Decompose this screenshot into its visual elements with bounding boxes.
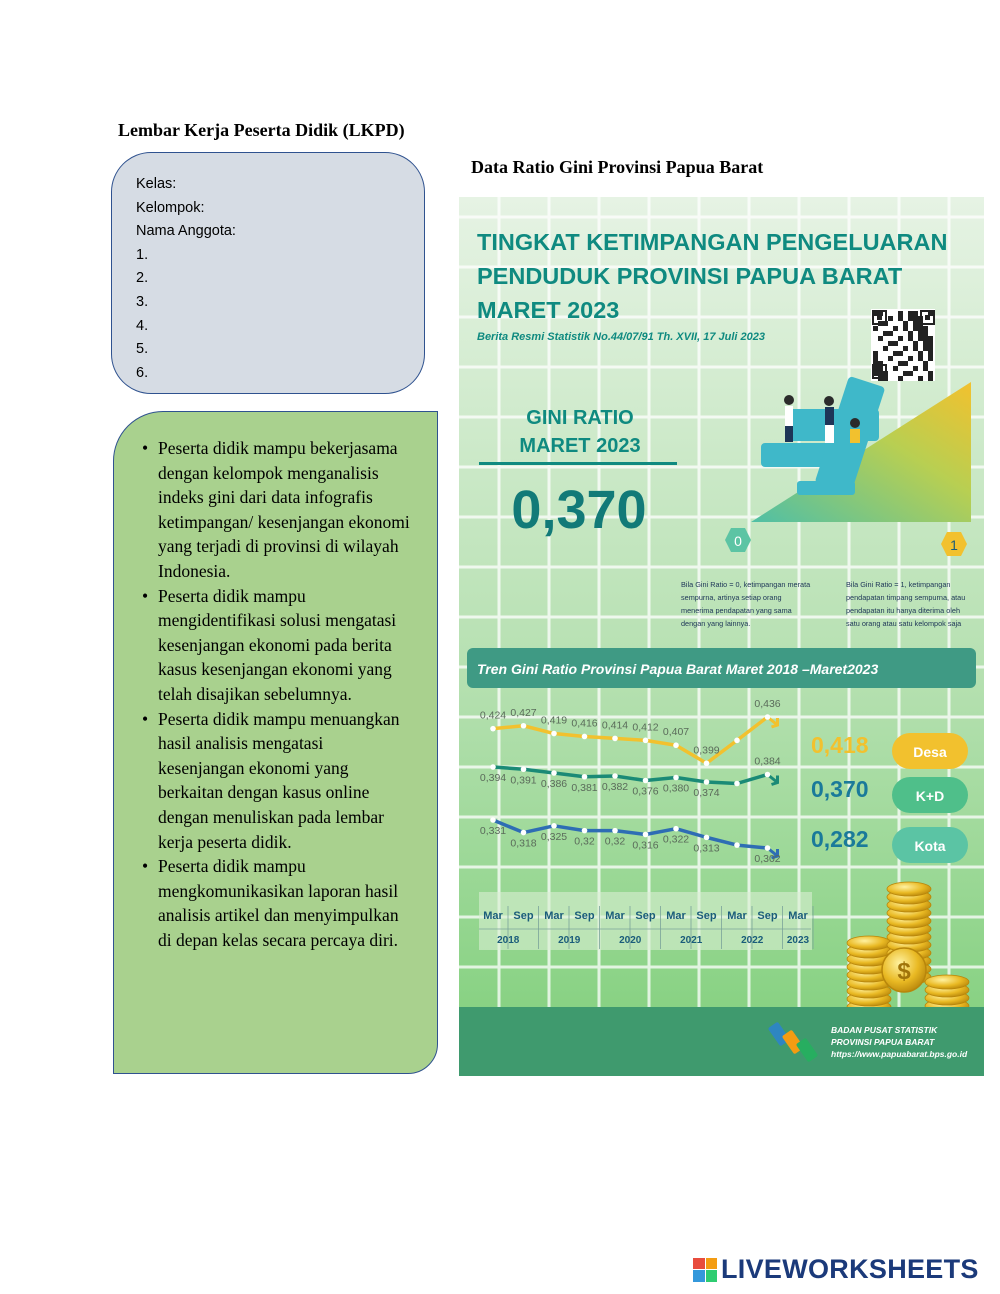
worksheet-title: Lembar Kerja Peserta Didik (LKPD) [118, 120, 405, 140]
footer-line-3: https://www.papuabarat.bps.go.id [831, 1049, 968, 1059]
liveworksheets-brand[interactable] [693, 1254, 979, 1285]
learning-goal-item: • Peserta didik mampu menuangkan hasil analisis mengatasi kesenjangan ekonomi yang berkaitan dengan kasus online dengan menuliskan pada lembar kerja peserta didik. [140, 707, 410, 855]
note-one-2: pendapatan timpang sempurna, atau [846, 593, 966, 602]
data-point [490, 726, 496, 732]
identity-line: 5. [136, 341, 149, 358]
learning-goal-item: • Peserta didik mampu mengidentifikasi solusi mengatasi kesenjangan ekonomi pada berita kasus kesenjangan ekonomi yang telah disajikan sebelumnya. [140, 584, 410, 707]
x-tick-label: Mar [544, 910, 564, 922]
data-point [582, 734, 588, 740]
data-label: 0,32 [604, 835, 626, 848]
x-year-label: 2020 [619, 935, 642, 946]
data-label: 0,376 [632, 785, 659, 798]
data-label: 0,391 [510, 774, 537, 787]
x-year-label: 2023 [786, 935, 810, 946]
latest-value: 0,370 [811, 776, 869, 802]
latest-value: 0,282 [811, 826, 869, 852]
data-point [734, 738, 740, 744]
data-point [643, 738, 649, 744]
data-label: 0,386 [540, 778, 568, 790]
liveworksheets-name: LIVEWORKSHEETS [721, 1254, 979, 1284]
data-point [765, 714, 771, 720]
data-point [704, 835, 710, 841]
latest-value: 0,418 [811, 732, 869, 758]
footer-line-1: BADAN PUSAT STATISTIK [831, 1025, 938, 1035]
gini-label-1: GINI RATIO [526, 407, 634, 429]
data-point [521, 723, 527, 729]
identity-line: 3. [136, 293, 149, 310]
identity-line: Nama Anggota: [136, 223, 236, 240]
data-label: 0,325 [540, 830, 568, 843]
data-label: 0,331 [479, 825, 507, 837]
headline-line-2: PENDUDUK PROVINSI PAPUA BARAT [477, 263, 903, 289]
data-point [490, 764, 496, 770]
series-legend-label: K+D [915, 788, 945, 804]
identity-line: Kelas: [136, 176, 177, 192]
data-label: 0,380 [662, 782, 690, 795]
x-year-label: 2021 [680, 935, 703, 946]
scale-one-label: 1 [950, 537, 958, 553]
svg-text:$: $ [897, 958, 911, 985]
data-label: 0,436 [754, 698, 781, 710]
data-point [612, 773, 618, 779]
data-point [643, 832, 649, 838]
identity-box [111, 152, 425, 394]
footer-line-2: PROVINSI PAPUA BARAT [831, 1037, 935, 1047]
data-label: 0,382 [601, 781, 629, 793]
infographic [459, 197, 984, 1076]
x-tick-label: Sep [574, 910, 595, 922]
x-year-label: 2019 [558, 935, 581, 946]
x-tick-label: Mar [666, 910, 686, 922]
note-one-4: satu orang atau satu kelompok saja [846, 619, 962, 628]
identity-line: 6. [136, 364, 149, 381]
data-point [551, 823, 557, 829]
data-label: 0,374 [693, 787, 720, 799]
gini-label-2: MARET 2023 [519, 435, 641, 457]
x-tick-label: Mar [727, 910, 747, 922]
learning-goals-list [140, 436, 410, 952]
data-label: 0,427 [510, 706, 537, 719]
data-label: 0,419 [540, 714, 568, 727]
data-label: 0,32 [574, 835, 595, 848]
x-tick-label: Mar [605, 910, 625, 922]
headline-line-3: MARET 2023 [477, 297, 620, 323]
x-tick-label: Sep [513, 910, 534, 922]
x-tick-label: Sep [696, 910, 717, 922]
data-point [734, 842, 740, 848]
data-label: 0,322 [662, 833, 690, 846]
data-label: 0,416 [571, 717, 598, 730]
data-point [490, 817, 496, 823]
data-point [521, 766, 527, 772]
data-point [704, 760, 710, 766]
x-year-label: 2018 [497, 935, 520, 946]
data-point [734, 781, 740, 787]
gini-value: 0,370 [511, 480, 647, 540]
note-one-1: Bila Gini Ratio = 1, ketimpangan [846, 580, 951, 589]
headline-line-1: TINGKAT KETIMPANGAN PENGELUARAN [477, 229, 948, 255]
data-point [673, 742, 679, 748]
data-label: 0,424 [479, 709, 507, 722]
data-label: 0,381 [571, 781, 598, 794]
identity-line: 1. [136, 246, 149, 263]
note-zero-4: dengan yang lainnya. [681, 619, 751, 628]
qr-code-icon [871, 309, 935, 381]
data-label: 0,384 [754, 755, 781, 768]
data-point [582, 774, 588, 780]
data-point [551, 770, 557, 776]
data-point [521, 830, 527, 836]
x-year-label: 2022 [741, 935, 764, 946]
data-point [612, 736, 618, 742]
liveworksheets-logo-icon [693, 1258, 717, 1282]
note-zero-1: Bila Gini Ratio = 0, ketimpangan merata [681, 580, 811, 589]
source-note: Berita Resmi Statistik No.44/07/91 Th. XVII, 17 Juli 2023 [477, 331, 765, 343]
note-zero-3: menerima pendapatan yang sama [681, 606, 792, 615]
data-label: 0,316 [632, 839, 659, 852]
data-label: 0,394 [479, 772, 507, 784]
learning-goal-item: • Peserta didik mampu bekerjasama dengan kelompok menganalisis indeks gini dari data infografis ketimpangan/ kesenjangan ekonomi yang terjadi di provinsi di wilayah Indonesia. [140, 436, 410, 584]
scale-zero-label: 0 [734, 533, 742, 549]
trend-title: Tren Gini Ratio Provinsi Papua Barat Maret 2018 –Maret2023 [477, 661, 879, 677]
x-tick-label: Sep [635, 910, 656, 922]
data-point [704, 779, 710, 785]
identity-line: 4. [136, 317, 149, 334]
data-label: 0,414 [601, 719, 629, 732]
data-label: 0,407 [662, 726, 690, 739]
note-one-3: pendapatan itu hanya diterima oleh [846, 606, 960, 615]
data-title: Data Ratio Gini Provinsi Papua Barat [471, 157, 764, 177]
series-legend-label: Kota [914, 838, 946, 854]
series-legend-label: Desa [913, 744, 947, 760]
identity-line: Kelompok: [136, 199, 205, 216]
identity-lines [136, 173, 236, 385]
note-zero-2: sempurna, artinya setiap orang [681, 593, 782, 602]
data-point [765, 845, 771, 851]
x-tick-label: Mar [788, 910, 808, 922]
x-tick-label: Sep [757, 910, 778, 922]
x-tick-label: Mar [483, 910, 503, 922]
data-label: 0,302 [754, 853, 781, 865]
data-point [765, 772, 771, 778]
identity-line: 2. [136, 270, 149, 287]
data-label: 0,399 [693, 744, 720, 757]
data-point [673, 775, 679, 781]
data-label: 0,313 [693, 842, 720, 855]
gini-divider [479, 462, 677, 465]
data-point [673, 826, 679, 832]
data-label: 0,412 [632, 721, 659, 734]
data-point [551, 731, 557, 737]
learning-goals-box [113, 411, 438, 1074]
data-point [582, 828, 588, 834]
data-label: 0,318 [510, 837, 537, 850]
learning-goal-item: • Peserta didik mampu mengkomunikasikan laporan hasil analisis artikel dan menyimpulkan di depan kelas secara percaya diri. [140, 854, 410, 952]
data-point [612, 828, 618, 834]
data-point [643, 778, 649, 784]
